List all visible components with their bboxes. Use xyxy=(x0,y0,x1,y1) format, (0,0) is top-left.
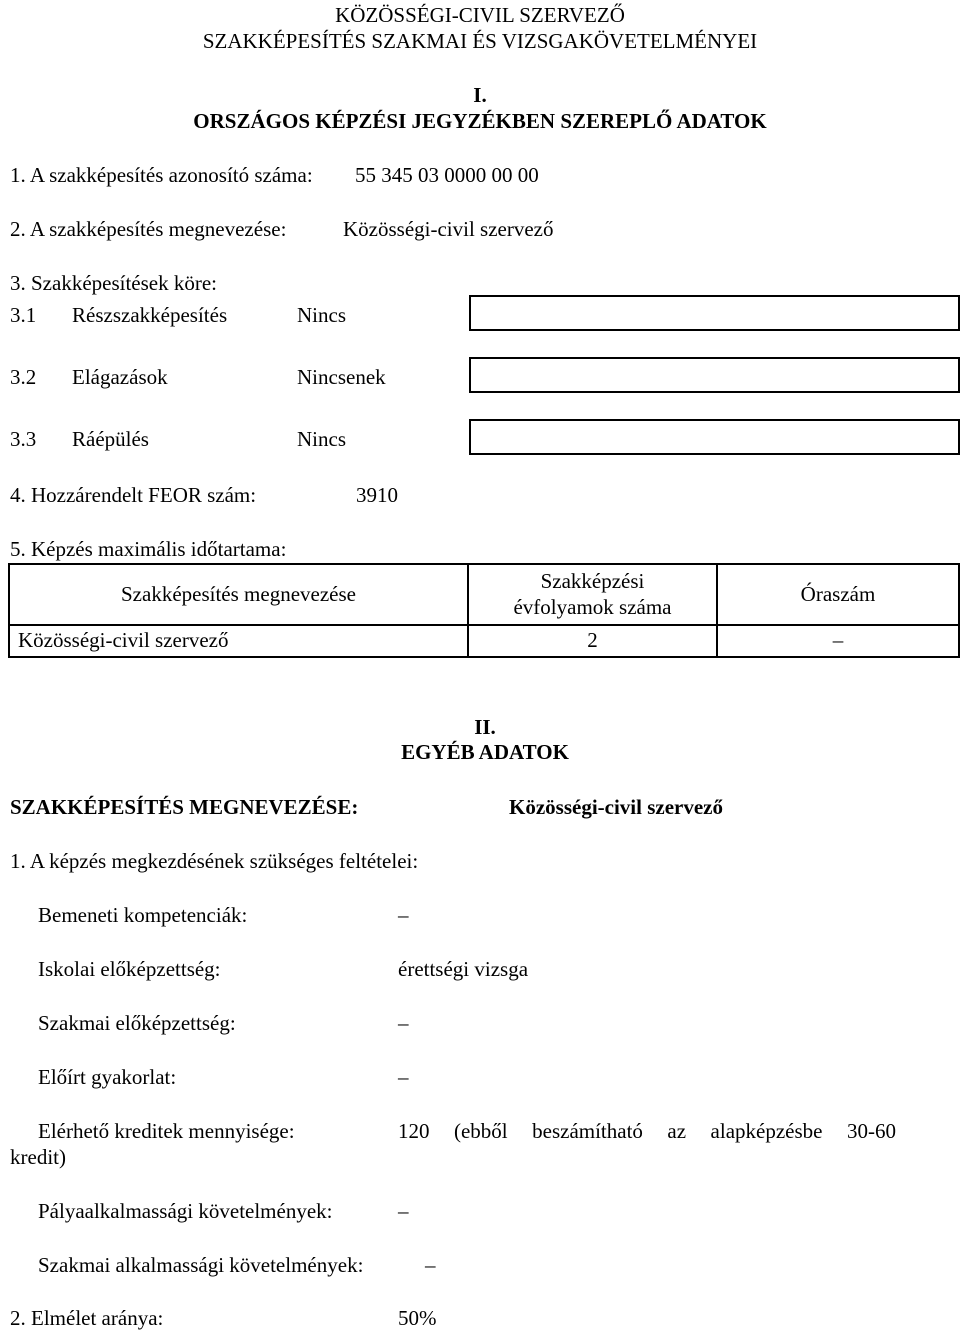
prof-req-label: Szakmai alkalmassági követelmények: xyxy=(38,1253,364,1277)
scope-item-label: Részszakképesítés xyxy=(72,303,228,327)
header-years-line1: Szakképzési xyxy=(540,569,645,594)
scope-empty-cell xyxy=(469,357,960,393)
scope-item-label: Ráépülés xyxy=(72,427,149,451)
scope-num: 3.3 xyxy=(10,427,37,451)
header-years-line2: évfolyamok száma xyxy=(513,594,672,619)
scope-item-value: Nincs xyxy=(297,303,346,327)
duration-table xyxy=(8,563,960,658)
scope-item-value: Nincsenek xyxy=(297,365,386,389)
career-req-label: Pályaalkalmassági követelmények: xyxy=(38,1199,333,1223)
theory-label: 2. Elmélet aránya: xyxy=(10,1306,164,1330)
credits-word: 120 xyxy=(398,1119,430,1143)
prof-req-value: – xyxy=(425,1253,436,1277)
req-value: – xyxy=(398,1011,409,1035)
scope-label: 3. Szakképesítések köre: xyxy=(10,271,218,295)
duration-label: 5. Képzés maximális időtartama: xyxy=(10,537,287,561)
header-cell-name: Szakképesítés megnevezése xyxy=(9,564,468,625)
theory-value: 50% xyxy=(398,1306,437,1330)
doc-title-line2: SZAKKÉPESÍTÉS SZAKMAI ÉS VIZSGAKÖVETELMÉNYEI xyxy=(202,29,758,53)
name-label: 2. A szakképesítés megnevezése: xyxy=(10,217,287,241)
name-value: Közösségi-civil szervező xyxy=(343,217,554,241)
req-value: érettségi vizsga xyxy=(398,957,529,981)
header-cell-years xyxy=(468,564,717,625)
req-label: Bemeneti kompetenciák: xyxy=(38,903,248,927)
req-label: Előírt gyakorlat: xyxy=(38,1065,177,1089)
credits-label: Elérhető kreditek mennyisége: xyxy=(38,1119,295,1143)
table-cell: Közösségi-civil szervező xyxy=(9,625,468,657)
id-label: 1. A szakképesítés azonosító száma: xyxy=(10,163,313,187)
credits-word: beszámítható xyxy=(532,1119,643,1143)
req-value: – xyxy=(398,903,409,927)
req-value: – xyxy=(398,1065,409,1089)
doc-title-line1: KÖZÖSSÉGI-CIVIL SZERVEZŐ xyxy=(335,3,625,27)
credits-word: 30-60 xyxy=(846,1119,896,1143)
header-cell-hours: Óraszám xyxy=(717,564,959,625)
req-label: Iskolai előképzettség: xyxy=(38,957,221,981)
table-cell: 2 xyxy=(468,625,717,657)
section1-title: ORSZÁGOS KÉPZÉSI JEGYZÉKBEN SZEREPLŐ ADATOK xyxy=(193,109,767,133)
scope-empty-cell xyxy=(469,295,960,331)
scope-item-label: Elágazások xyxy=(72,365,168,389)
credits-word: (ebből xyxy=(453,1119,508,1143)
scope-num: 3.2 xyxy=(10,365,37,389)
credits-continuation: kredit) xyxy=(10,1145,66,1169)
feor-value: 3910 xyxy=(356,483,398,507)
career-req-value: – xyxy=(398,1199,409,1223)
credits-word: az xyxy=(667,1119,687,1143)
credits-value xyxy=(398,1119,896,1143)
req-label: Szakmai előképzettség: xyxy=(38,1011,236,1035)
scope-item-value: Nincs xyxy=(297,427,346,451)
feor-label: 4. Hozzárendelt FEOR szám: xyxy=(10,483,257,507)
table-cell: – xyxy=(717,625,959,657)
section2-roman: II. xyxy=(474,715,496,739)
scope-empty-cell xyxy=(469,419,960,455)
section2-title: EGYÉB ADATOK xyxy=(401,740,569,764)
requirements-heading: 1. A képzés megkezdésének szükséges feltételei: xyxy=(10,849,419,873)
id-value: 55 345 03 0000 00 00 xyxy=(355,163,539,187)
credits-word: alapképzésbe xyxy=(710,1119,823,1143)
section1-roman: I. xyxy=(473,83,487,107)
qualification-name-label: SZAKKÉPESÍTÉS MEGNEVEZÉSE: xyxy=(10,795,359,819)
qualification-name-value: Közösségi-civil szervező xyxy=(509,795,723,819)
scope-num: 3.1 xyxy=(10,303,37,327)
